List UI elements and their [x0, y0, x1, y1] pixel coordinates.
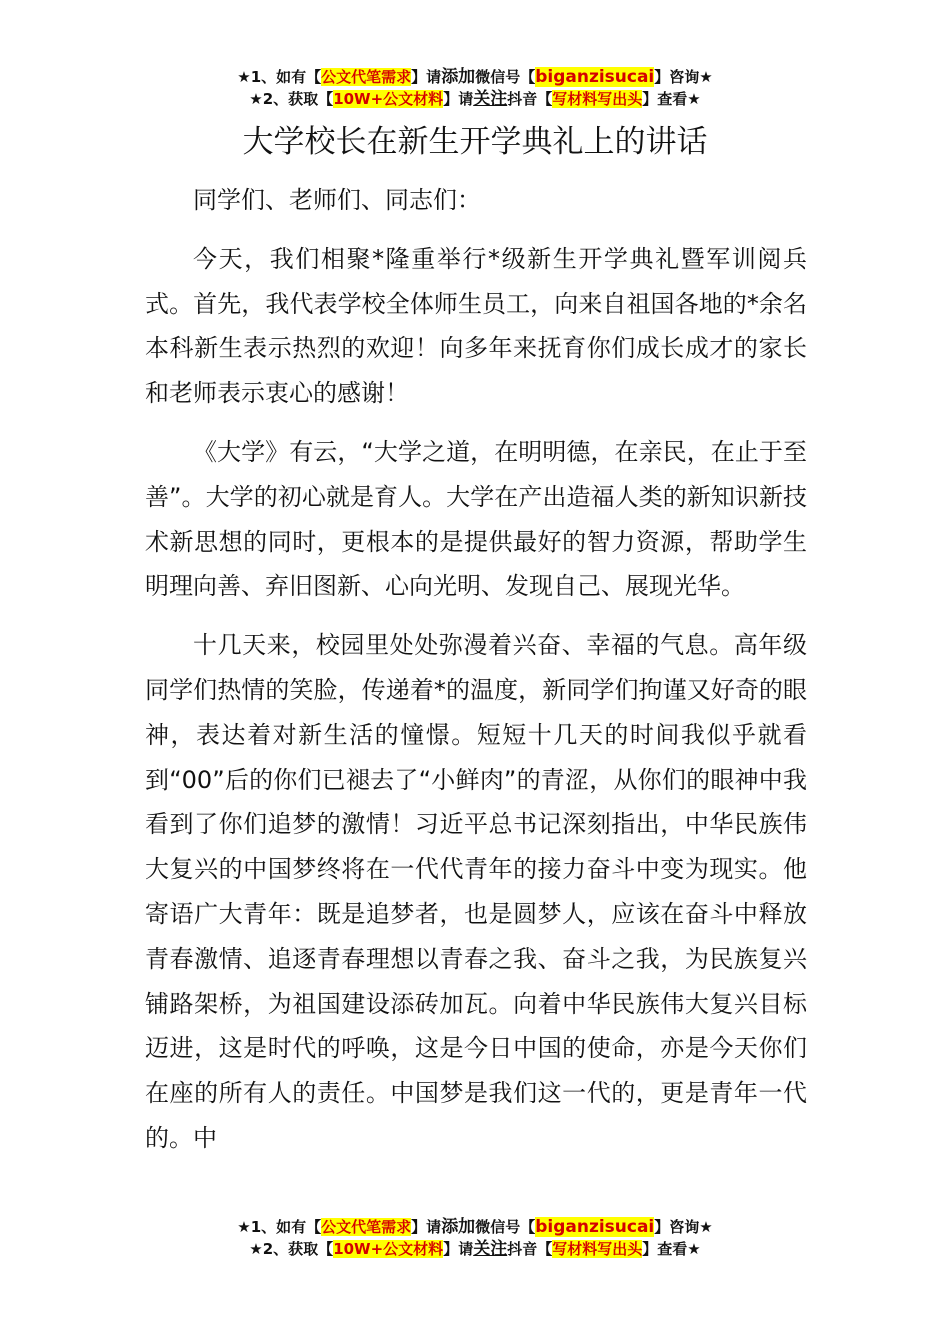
star-icon: ★ — [687, 1240, 701, 1258]
notice-line-1 — [0, 1216, 950, 1238]
star-icon: ★ — [237, 68, 251, 86]
star-icon: ★ — [249, 1240, 263, 1258]
notice-emphasis: 添加 — [441, 67, 476, 87]
highlight-materials: 10W+公文材料 — [333, 90, 444, 108]
notice-text: 2、获取【 — [262, 90, 334, 108]
notice-text: 】请 — [411, 68, 442, 86]
highlight-service: 公文代笔需求 — [321, 1218, 412, 1236]
star-icon: ★ — [237, 1218, 251, 1236]
greeting: 同学们、老师们、同志们： — [193, 186, 481, 214]
notice-text: 抖音【 — [507, 1240, 553, 1258]
star-icon: ★ — [687, 90, 701, 108]
paragraph: 十几天来，校园里处处弥漫着兴奋、幸福的气息。高年级同学们热情的笑脸，传递着*的温度，新同学们拘谨又好奇的眼神，表达着对新生活的憧憬。短短十几天的时间我似乎就看到“00”后的你们已褪去了“小鲜肉”的青涩，从你们的眼神中我看到了你们追梦的激情！习近平总书记深刻指出，中华民族伟大复兴的中国梦终将在一代代青年的接力奋斗中变为现实。他寄语广大青年：既是追梦者，也是圆梦人，应该在奋斗中释放青春激情、追逐青春理想以青春之我、奋斗之我，为民族复兴铺路架桥，为祖国建设添砖加瓦。向着中华民族伟大复兴目标迈进，这是时代的呼唤，这是今日中国的使命，亦是今天你们在座的所有人的责任。中国梦是我们这一代的，更是青年一代的。中 — [145, 631, 807, 1152]
notice-text: 】查看 — [642, 90, 688, 108]
star-icon: ★ — [699, 1218, 713, 1236]
notice-text: 抖音【 — [507, 90, 553, 108]
notice-text: 】请 — [411, 1218, 442, 1236]
highlight-materials: 10W+公文材料 — [333, 1240, 444, 1258]
document-body — [145, 178, 807, 1175]
document-title: 大学校长在新生开学典礼上的讲话 — [242, 124, 708, 160]
notice-text: 】请 — [443, 1240, 474, 1258]
paragraph: 《大学》有云，“大学之道，在明明德，在亲民，在止于至善”。大学的初心就是育人。大学在产出造福人类的新知识新技术新思想的同时，更根本的是提供最好的智力资源，帮助学生明理向善、弃旧图新、心向光明、发现自己、展现光华。 — [145, 437, 807, 601]
header-notice — [0, 66, 950, 110]
highlight-wechat-id: biganzisucai — [535, 67, 655, 87]
notice-text: 1、如有【 — [250, 68, 322, 86]
notice-emphasis: 关注 — [473, 1239, 508, 1259]
notice-emphasis: 关注 — [473, 89, 508, 109]
paragraph: 今天，我们相聚*隆重举行*级新生开学典礼暨军训阅兵式。首先，我代表学校全体师生员工，向来自祖国各地的*余名本科新生表示热烈的欢迎！向多年来抚育你们成长成才的家长和老师表示衷心的感谢！ — [145, 244, 807, 408]
notice-text: 2、获取【 — [262, 1240, 334, 1258]
notice-emphasis: 添加 — [441, 1217, 476, 1237]
highlight-service: 公文代笔需求 — [321, 68, 412, 86]
notice-text: 微信号【 — [475, 1218, 536, 1236]
notice-text: 微信号【 — [475, 68, 536, 86]
highlight-douyin: 写材料写出头 — [552, 1240, 643, 1258]
notice-text: 】查看 — [642, 1240, 688, 1258]
notice-text: 】咨询 — [654, 68, 700, 86]
highlight-wechat-id: biganzisucai — [535, 1217, 655, 1237]
notice-line-2 — [0, 88, 950, 110]
notice-text: 】请 — [443, 90, 474, 108]
star-icon: ★ — [249, 90, 263, 108]
star-icon: ★ — [699, 68, 713, 86]
notice-text: 】咨询 — [654, 1218, 700, 1236]
notice-line-2 — [0, 1238, 950, 1260]
notice-line-1 — [0, 66, 950, 88]
notice-text: 1、如有【 — [250, 1218, 322, 1236]
highlight-douyin: 写材料写出头 — [552, 90, 643, 108]
footer-notice — [0, 1216, 950, 1260]
